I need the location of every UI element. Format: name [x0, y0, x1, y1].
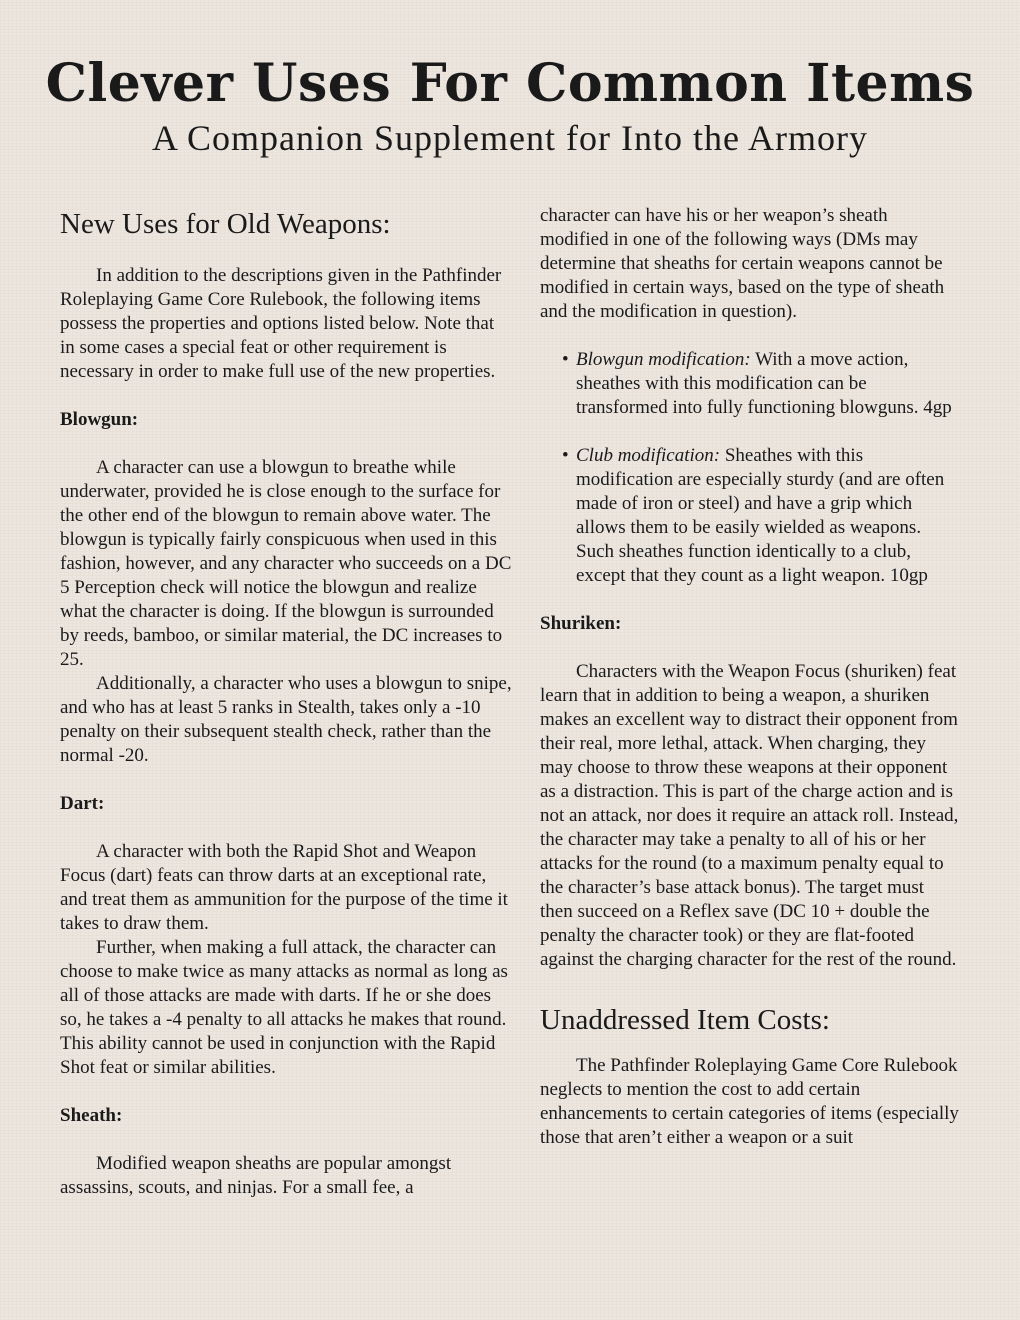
shuriken-heading: Shuriken:: [540, 613, 622, 634]
bullet-club-modification: [540, 444, 960, 588]
sheath-heading: Sheath:: [60, 1105, 123, 1126]
section-heading-unaddressed-costs: Unaddressed Item Costs:: [540, 1004, 830, 1036]
bullet-blowgun-modification: [540, 348, 960, 420]
intro-paragraph: In addition to the descriptions given in the Pathfinder Roleplaying Game Core Rulebook, the following items possess the properties and options listed below. Note that in some cases a special feat or other requirement is necessary in order to make full use of the new properties.: [60, 265, 502, 382]
bullet-text: With a move action, sheathes with this modification can be transformed into fully functioning blowguns. 4gp: [576, 349, 952, 418]
right-column: [540, 204, 960, 1150]
sheath-paragraph-1: Modified weapon sheaths are popular amongst assassins, scouts, and ninjas. For a small fee, a: [60, 1153, 452, 1198]
dart-paragraph-1: A character with both the Rapid Shot and Weapon Focus (dart) feats can throw darts at an exceptional rate, and treat them as ammunition for the purpose of the time it takes to draw them.: [60, 841, 508, 934]
bullet-label: Blowgun modification:: [576, 349, 751, 370]
blowgun-paragraph-2: Additionally, a character who uses a blowgun to snipe, and who has at least 5 ranks in Stealth, takes only a -10 penalty on their subsequent stealth check, rather than the normal -20.: [60, 673, 512, 766]
costs-paragraph-1: The Pathfinder Roleplaying Game Core Rulebook neglects to mention the cost to add certain enhancements to certain categories of items (especially those that aren’t either a weapon or a suit: [540, 1055, 959, 1148]
section-heading-new-uses: New Uses for Old Weapons:: [60, 208, 391, 240]
bullet-label: Club modification:: [576, 445, 721, 466]
shuriken-paragraph-1: Characters with the Weapon Focus (shuriken) feat learn that in addition to being a weapon, a shuriken makes an excellent way to distract their opponent from their real, more lethal, attack. When charging, they may choose to throw these weapons at their opponent as a distraction. This is part of the charge action and is not an attack, nor does it require an attack roll. Instead, the character may take a penalty to all of his or her attacks for the round (to a maximum penalty equal to the character’s base attack bonus). The target must then succeed on a Reflex save (DC 10 + double the penalty the character took) or they are flat-footed against the charging character for the rest of the round.: [540, 661, 959, 970]
blowgun-paragraph-1: A character can use a blowgun to breathe while underwater, provided he is close enough to the surface for the other end of the blowgun to remain above water. The blowgun is typically fairly conspicuous when used in this fashion, however, and any character who succeeds on a DC 5 Perception check will notice the blowgun and realize what the character is doing. If the blowgun is surrounded by reeds, bamboo, or similar material, the DC increases to 25.: [60, 457, 512, 670]
page-title: Clever Uses For Common Items: [45, 53, 975, 114]
bullet-dot-icon: •: [562, 349, 569, 370]
bullet-text: Sheathes with this modification are especially sturdy (and are often made of iron or steel) and have a grip which allows them to be easily wielded as weapons. Such sheathes function identically to a club, except that they count as a light weapon. 10gp: [576, 445, 945, 586]
dart-paragraph-2: Further, when making a full attack, the character can choose to make twice as many attacks as normal as long as all of those attacks are made with darts. If he or she does so, he takes a -4 penalty to all attacks he makes that round. This ability cannot be used in conjunction with the Rapid Shot feat or similar abilities.: [60, 937, 508, 1078]
sheath-paragraph-continued: character can have his or her weapon’s sheath modified in one of the following ways (DMs may determine that sheaths for certain weapons cannot be modified in certain ways, based on the type of sheath and the modification in question).: [540, 205, 945, 322]
left-column: [60, 204, 512, 1200]
blowgun-heading: Blowgun:: [60, 409, 139, 430]
page-subtitle: A Companion Supplement for Into the Armory: [152, 118, 868, 158]
bullet-dot-icon: •: [562, 445, 569, 466]
dart-heading: Dart:: [60, 793, 105, 814]
